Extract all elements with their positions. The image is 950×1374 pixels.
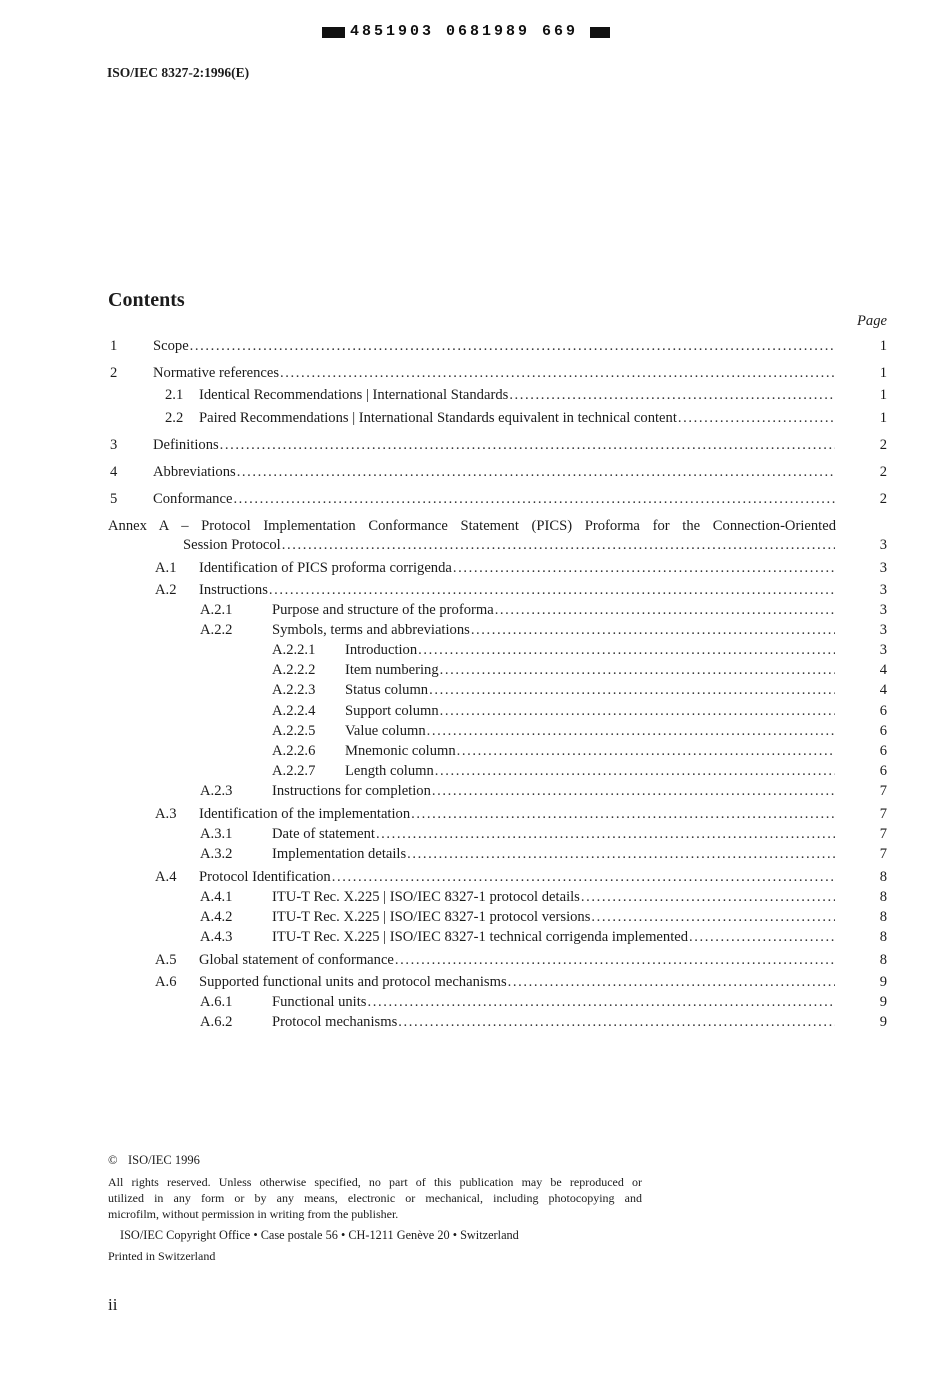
toc-entry bbox=[0, 601, 950, 619]
toc-page: 8 bbox=[879, 889, 887, 905]
toc-leader bbox=[367, 993, 835, 1011]
toc-page: 6 bbox=[879, 743, 887, 759]
toc-entry bbox=[0, 337, 950, 355]
toc-entry bbox=[0, 409, 950, 427]
toc-entry bbox=[0, 661, 950, 679]
toc-title: Item numbering bbox=[345, 662, 439, 678]
toc-page: 3 bbox=[879, 642, 887, 658]
toc-page: 8 bbox=[879, 869, 887, 885]
toc-leader bbox=[689, 928, 835, 946]
toc-entry bbox=[0, 845, 950, 863]
toc-page: 8 bbox=[879, 952, 887, 968]
toc-page: 1 bbox=[879, 338, 887, 354]
toc-leader bbox=[376, 825, 835, 843]
toc-page: 4 bbox=[879, 662, 887, 678]
toc-title: Paired Recommendations | International Standards equivalent in technical content bbox=[199, 410, 677, 426]
toc-page: 7 bbox=[879, 846, 887, 862]
printed-in: Printed in Switzerland bbox=[108, 1249, 216, 1263]
toc-page: 2 bbox=[879, 437, 887, 453]
toc-leader bbox=[411, 805, 835, 823]
toc-leader bbox=[453, 559, 835, 577]
toc-page: 7 bbox=[879, 806, 887, 822]
toc-leader bbox=[237, 463, 835, 481]
toc-number: A.2.2.2 bbox=[272, 662, 316, 678]
toc-entry bbox=[0, 762, 950, 780]
toc-leader bbox=[457, 742, 835, 760]
toc-leader bbox=[190, 337, 835, 355]
toc-page: 8 bbox=[879, 909, 887, 925]
toc-page: 6 bbox=[879, 763, 887, 779]
toc-entry bbox=[0, 490, 950, 508]
toc-page: 3 bbox=[879, 560, 887, 576]
toc-title: ITU-T Rec. X.225 | ISO/IEC 8327-1 technical corrigenda implemented bbox=[272, 929, 689, 945]
toc-title: Abbreviations bbox=[153, 464, 236, 480]
toc-title: Protocol mechanisms bbox=[272, 1014, 398, 1030]
toc-page: 2 bbox=[879, 464, 887, 480]
toc-number: A.3.2 bbox=[200, 846, 233, 862]
toc-leader bbox=[495, 601, 835, 619]
toc-number: A.2.2 bbox=[200, 622, 233, 638]
annex-a-title: Annex A – Protocol Implementation Conformance Statement (PICS) Proforma for the Connection-Oriented bbox=[108, 518, 836, 534]
toc-leader bbox=[282, 536, 835, 554]
toc-entry bbox=[0, 928, 950, 946]
toc-leader bbox=[440, 702, 835, 720]
toc-number: A.3 bbox=[155, 806, 177, 822]
toc-entry bbox=[0, 386, 950, 404]
toc-page: 7 bbox=[879, 783, 887, 799]
toc-leader bbox=[678, 409, 835, 427]
toc-number: 4 bbox=[110, 464, 118, 480]
toc-leader bbox=[269, 581, 835, 599]
toc-number: A.4.2 bbox=[200, 909, 233, 925]
rights-line: utilized in any form or by any means, electronic or mechanical, including photocopying and bbox=[108, 1191, 642, 1205]
toc-page: 4 bbox=[879, 682, 887, 698]
toc-title: Purpose and structure of the proforma bbox=[272, 602, 494, 618]
toc-leader bbox=[440, 661, 835, 679]
toc-page: 3 bbox=[879, 622, 887, 638]
toc-number: 2.2 bbox=[165, 410, 184, 426]
toc-page: 6 bbox=[879, 723, 887, 739]
toc-page: 1 bbox=[879, 365, 887, 381]
scan-code: 4851903 0681989 669 bbox=[350, 23, 579, 40]
toc-number: A.6 bbox=[155, 974, 177, 990]
toc-entry bbox=[0, 722, 950, 740]
toc-entry bbox=[0, 463, 950, 481]
toc-page: 2 bbox=[879, 491, 887, 507]
toc-leader bbox=[581, 888, 835, 906]
toc-leader bbox=[427, 722, 835, 740]
document-id: ISO/IEC 8327-2:1996(E) bbox=[107, 65, 250, 80]
toc-page: 8 bbox=[879, 929, 887, 945]
toc-leader bbox=[429, 681, 835, 699]
toc-number: A.4 bbox=[155, 869, 177, 885]
toc-number: A.4.1 bbox=[200, 889, 233, 905]
toc-number: A.1 bbox=[155, 560, 177, 576]
annex-a-title-continued: Session Protocol bbox=[183, 537, 281, 553]
toc-title: Value column bbox=[345, 723, 426, 739]
toc-entry bbox=[0, 436, 950, 454]
toc-leader bbox=[591, 908, 835, 926]
toc-entry bbox=[0, 364, 950, 382]
rights-line: microfilm, without permission in writing from the publisher. bbox=[108, 1207, 399, 1221]
toc-entry bbox=[0, 559, 950, 577]
toc-number: A.2.2.1 bbox=[272, 642, 316, 658]
toc-title: Introduction bbox=[345, 642, 418, 658]
toc-entry bbox=[0, 1013, 950, 1031]
page-number: ii bbox=[108, 1295, 118, 1314]
toc-entry-annex-a bbox=[0, 536, 950, 554]
toc-entry bbox=[0, 782, 950, 800]
toc-title: Symbols, terms and abbreviations bbox=[272, 622, 470, 638]
toc-entry bbox=[0, 973, 950, 991]
toc-number: A.4.3 bbox=[200, 929, 233, 945]
toc-page: 9 bbox=[879, 1014, 887, 1030]
toc-title: Normative references bbox=[153, 365, 279, 381]
toc-title: Functional units bbox=[272, 994, 367, 1010]
toc-leader bbox=[471, 621, 835, 639]
toc-leader bbox=[508, 973, 835, 991]
toc-entry bbox=[0, 868, 950, 886]
toc-entry bbox=[0, 621, 950, 639]
toc-entry bbox=[0, 993, 950, 1011]
toc-number: A.3.1 bbox=[200, 826, 233, 842]
toc-leader bbox=[233, 490, 835, 508]
toc-number: A.2.2.3 bbox=[272, 682, 316, 698]
toc-leader bbox=[220, 436, 835, 454]
toc-number: 2 bbox=[110, 365, 118, 381]
toc-title: Implementation details bbox=[272, 846, 407, 862]
toc-number: A.6.1 bbox=[200, 994, 233, 1010]
toc-entry bbox=[0, 908, 950, 926]
toc-title: Mnemonic column bbox=[345, 743, 456, 759]
toc-entry bbox=[0, 742, 950, 760]
toc-page: 7 bbox=[879, 826, 887, 842]
toc-leader bbox=[280, 364, 835, 382]
toc-title: Instructions for completion bbox=[272, 783, 431, 799]
toc-number: A.2.2.5 bbox=[272, 723, 316, 739]
toc-entry bbox=[0, 641, 950, 659]
scan-mark-left bbox=[322, 27, 345, 38]
toc-leader bbox=[418, 641, 835, 659]
toc-title: Identification of PICS proforma corrigenda bbox=[199, 560, 452, 576]
toc-entry bbox=[0, 951, 950, 969]
toc-title: Instructions bbox=[199, 582, 268, 598]
toc-number: 2.1 bbox=[165, 387, 184, 403]
toc-title: Global statement of conformance bbox=[199, 952, 394, 968]
toc-entry bbox=[0, 805, 950, 823]
toc-number: A.2.2.6 bbox=[272, 743, 316, 759]
toc-entry bbox=[0, 702, 950, 720]
toc-title: Date of statement bbox=[272, 826, 375, 842]
toc-title: Protocol Identification bbox=[199, 869, 331, 885]
toc-title: Length column bbox=[345, 763, 434, 779]
toc-number: 5 bbox=[110, 491, 118, 507]
toc-leader bbox=[398, 1013, 835, 1031]
toc-entry bbox=[0, 681, 950, 699]
toc-entry bbox=[0, 581, 950, 599]
toc-title: Support column bbox=[345, 703, 439, 719]
toc-number: A.6.2 bbox=[200, 1014, 233, 1030]
toc-page: 3 bbox=[879, 582, 887, 598]
toc-leader bbox=[432, 782, 835, 800]
toc-title: Scope bbox=[153, 338, 189, 354]
toc-number: A.2.2.7 bbox=[272, 763, 316, 779]
toc-page: 9 bbox=[879, 994, 887, 1010]
toc-number: 1 bbox=[110, 338, 118, 354]
toc-page: 1 bbox=[879, 387, 887, 403]
toc-number: A.2.3 bbox=[200, 783, 233, 799]
copyright-symbol: © bbox=[108, 1153, 118, 1167]
copyright-notice: ISO/IEC 1996 bbox=[128, 1153, 200, 1167]
toc-title: Identical Recommendations | International Standards bbox=[199, 387, 509, 403]
rights-line: All rights reserved. Unless otherwise specified, no part of this publication may be reproduced or bbox=[108, 1175, 642, 1189]
toc-leader bbox=[435, 762, 835, 780]
toc-number: A.2.1 bbox=[200, 602, 233, 618]
toc-title: Definitions bbox=[153, 437, 219, 453]
toc-page: 9 bbox=[879, 974, 887, 990]
toc-number: A.2.2.4 bbox=[272, 703, 316, 719]
toc-page: 1 bbox=[879, 410, 887, 426]
toc-page: 3 bbox=[879, 602, 887, 618]
toc-leader bbox=[332, 868, 835, 886]
copyright-office-address: ISO/IEC Copyright Office • Case postale 56 • CH-1211 Genève 20 • Switzerland bbox=[120, 1228, 519, 1242]
toc-title: Conformance bbox=[153, 491, 233, 507]
scan-mark-right bbox=[590, 27, 610, 38]
page-column-label: Page bbox=[857, 313, 887, 329]
toc-title: ITU-T Rec. X.225 | ISO/IEC 8327-1 protocol details bbox=[272, 889, 580, 905]
toc-page: 3 bbox=[879, 537, 887, 553]
toc-page: 6 bbox=[879, 703, 887, 719]
contents-heading: Contents bbox=[108, 289, 185, 311]
toc-entry bbox=[0, 888, 950, 906]
toc-title: Identification of the implementation bbox=[199, 806, 411, 822]
toc-number: 3 bbox=[110, 437, 118, 453]
toc-leader bbox=[509, 386, 835, 404]
toc-title: ITU-T Rec. X.225 | ISO/IEC 8327-1 protocol versions bbox=[272, 909, 591, 925]
toc-entry bbox=[0, 825, 950, 843]
toc-number: A.5 bbox=[155, 952, 177, 968]
toc-title: Status column bbox=[345, 682, 429, 698]
toc-title: Supported functional units and protocol mechanisms bbox=[199, 974, 507, 990]
toc-leader bbox=[407, 845, 835, 863]
toc-number: A.2 bbox=[155, 582, 177, 598]
toc-leader bbox=[395, 951, 835, 969]
